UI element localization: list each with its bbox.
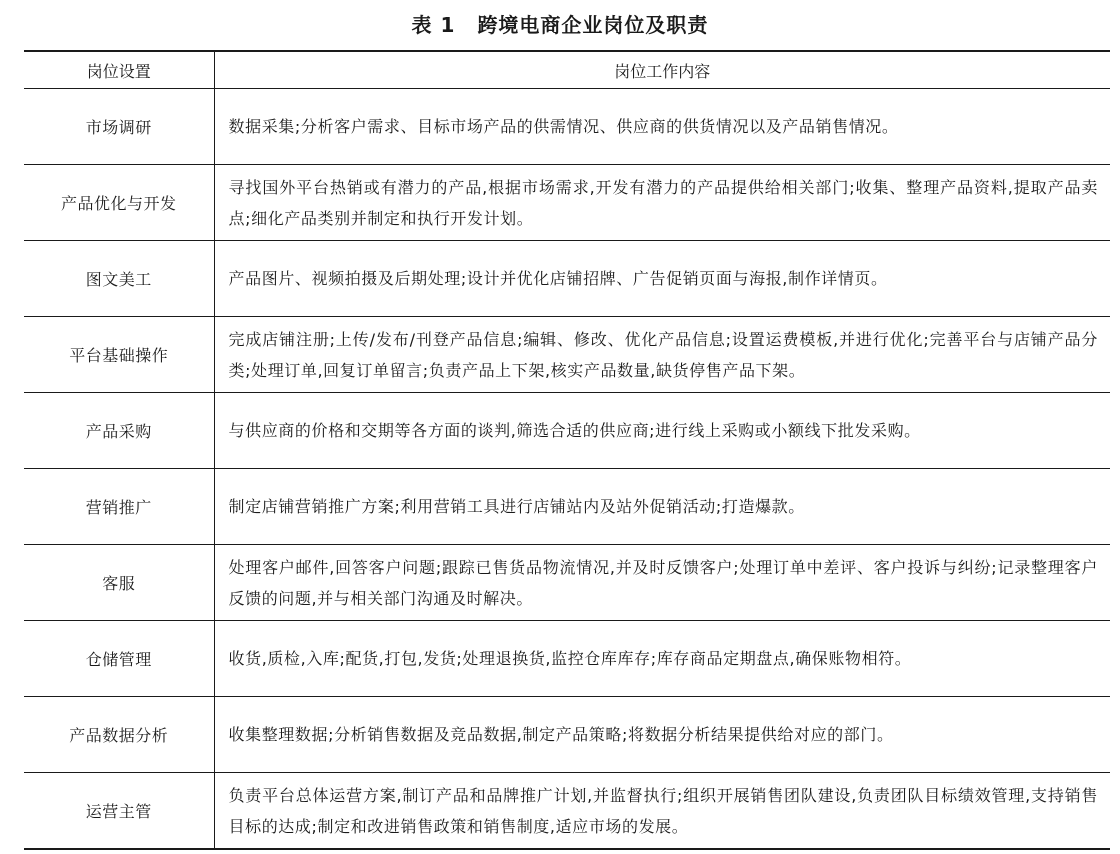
table-row <box>24 621 1110 697</box>
position-cell: 仓储管理 <box>24 621 214 697</box>
position-cell: 平台基础操作 <box>24 317 214 393</box>
table-row <box>24 165 1110 241</box>
content-cell: 数据采集;分析客户需求、目标市场产品的供需情况、供应商的供货情况以及产品销售情况。 <box>214 89 1110 165</box>
header-position: 岗位设置 <box>24 51 214 89</box>
content-cell: 制定店铺营销推广方案;利用营销工具进行店铺站内及站外促销活动;打造爆款。 <box>214 469 1110 545</box>
content-cell: 产品图片、视频拍摄及后期处理;设计并优化店铺招牌、广告促销页面与海报,制作详情页。 <box>214 241 1110 317</box>
content-cell: 收货,质检,入库;配货,打包,发货;处理退换货,监控仓库库存;库存商品定期盘点,确保账物相符。 <box>214 621 1110 697</box>
position-cell: 客服 <box>24 545 214 621</box>
position-cell: 市场调研 <box>24 89 214 165</box>
position-cell: 图文美工 <box>24 241 214 317</box>
table-row <box>24 89 1110 165</box>
content-cell: 收集整理数据;分析销售数据及竞品数据,制定产品策略;将数据分析结果提供给对应的部门。 <box>214 697 1110 773</box>
table-title: 跨境电商企业岗位及职责 <box>477 13 709 37</box>
content-cell: 处理客户邮件,回答客户问题;跟踪已售货品物流情况,并及时反馈客户;处理订单中差评、客户投诉与纠纷;记录整理客户反馈的问题,并与相关部门沟通及时解决。 <box>214 545 1110 621</box>
table-row <box>24 317 1110 393</box>
duty-table <box>24 50 1110 850</box>
content-cell: 完成店铺注册;上传/发布/刊登产品信息;编辑、修改、优化产品信息;设置运费模板,并进行优化;完善平台与店铺产品分类;处理订单,回复订单留言;负责产品上下架,核实产品数量,缺货停售产品下架。 <box>214 317 1110 393</box>
position-cell: 运营主管 <box>24 773 214 850</box>
header-row <box>24 51 1110 89</box>
table-number: 表 1 <box>411 13 456 37</box>
table-row <box>24 697 1110 773</box>
table-caption <box>0 8 1120 42</box>
content-cell: 负责平台总体运营方案,制订产品和品牌推广计划,并监督执行;组织开展销售团队建设,负责团队目标绩效管理,支持销售目标的达成;制定和改进销售政策和销售制度,适应市场的发展。 <box>228 785 1098 836</box>
position-cell: 产品优化与开发 <box>24 165 214 241</box>
table-row <box>24 545 1110 621</box>
position-cell: 产品数据分析 <box>24 697 214 773</box>
table-row <box>24 241 1110 317</box>
position-cell: 产品采购 <box>24 393 214 469</box>
table-row <box>24 393 1110 469</box>
content-cell: 与供应商的价格和交期等各方面的谈判,筛选合适的供应商;进行线上采购或小额线下批发采购。 <box>214 393 1110 469</box>
content-cell: 寻找国外平台热销或有潜力的产品,根据市场需求,开发有潜力的产品提供给相关部门;收集、整理产品资料,提取产品卖点;细化产品类别并制定和执行开发计划。 <box>214 165 1110 241</box>
table-row <box>24 773 1110 850</box>
position-cell: 营销推广 <box>24 469 214 545</box>
table-row <box>24 469 1110 545</box>
header-content: 岗位工作内容 <box>214 51 1110 89</box>
